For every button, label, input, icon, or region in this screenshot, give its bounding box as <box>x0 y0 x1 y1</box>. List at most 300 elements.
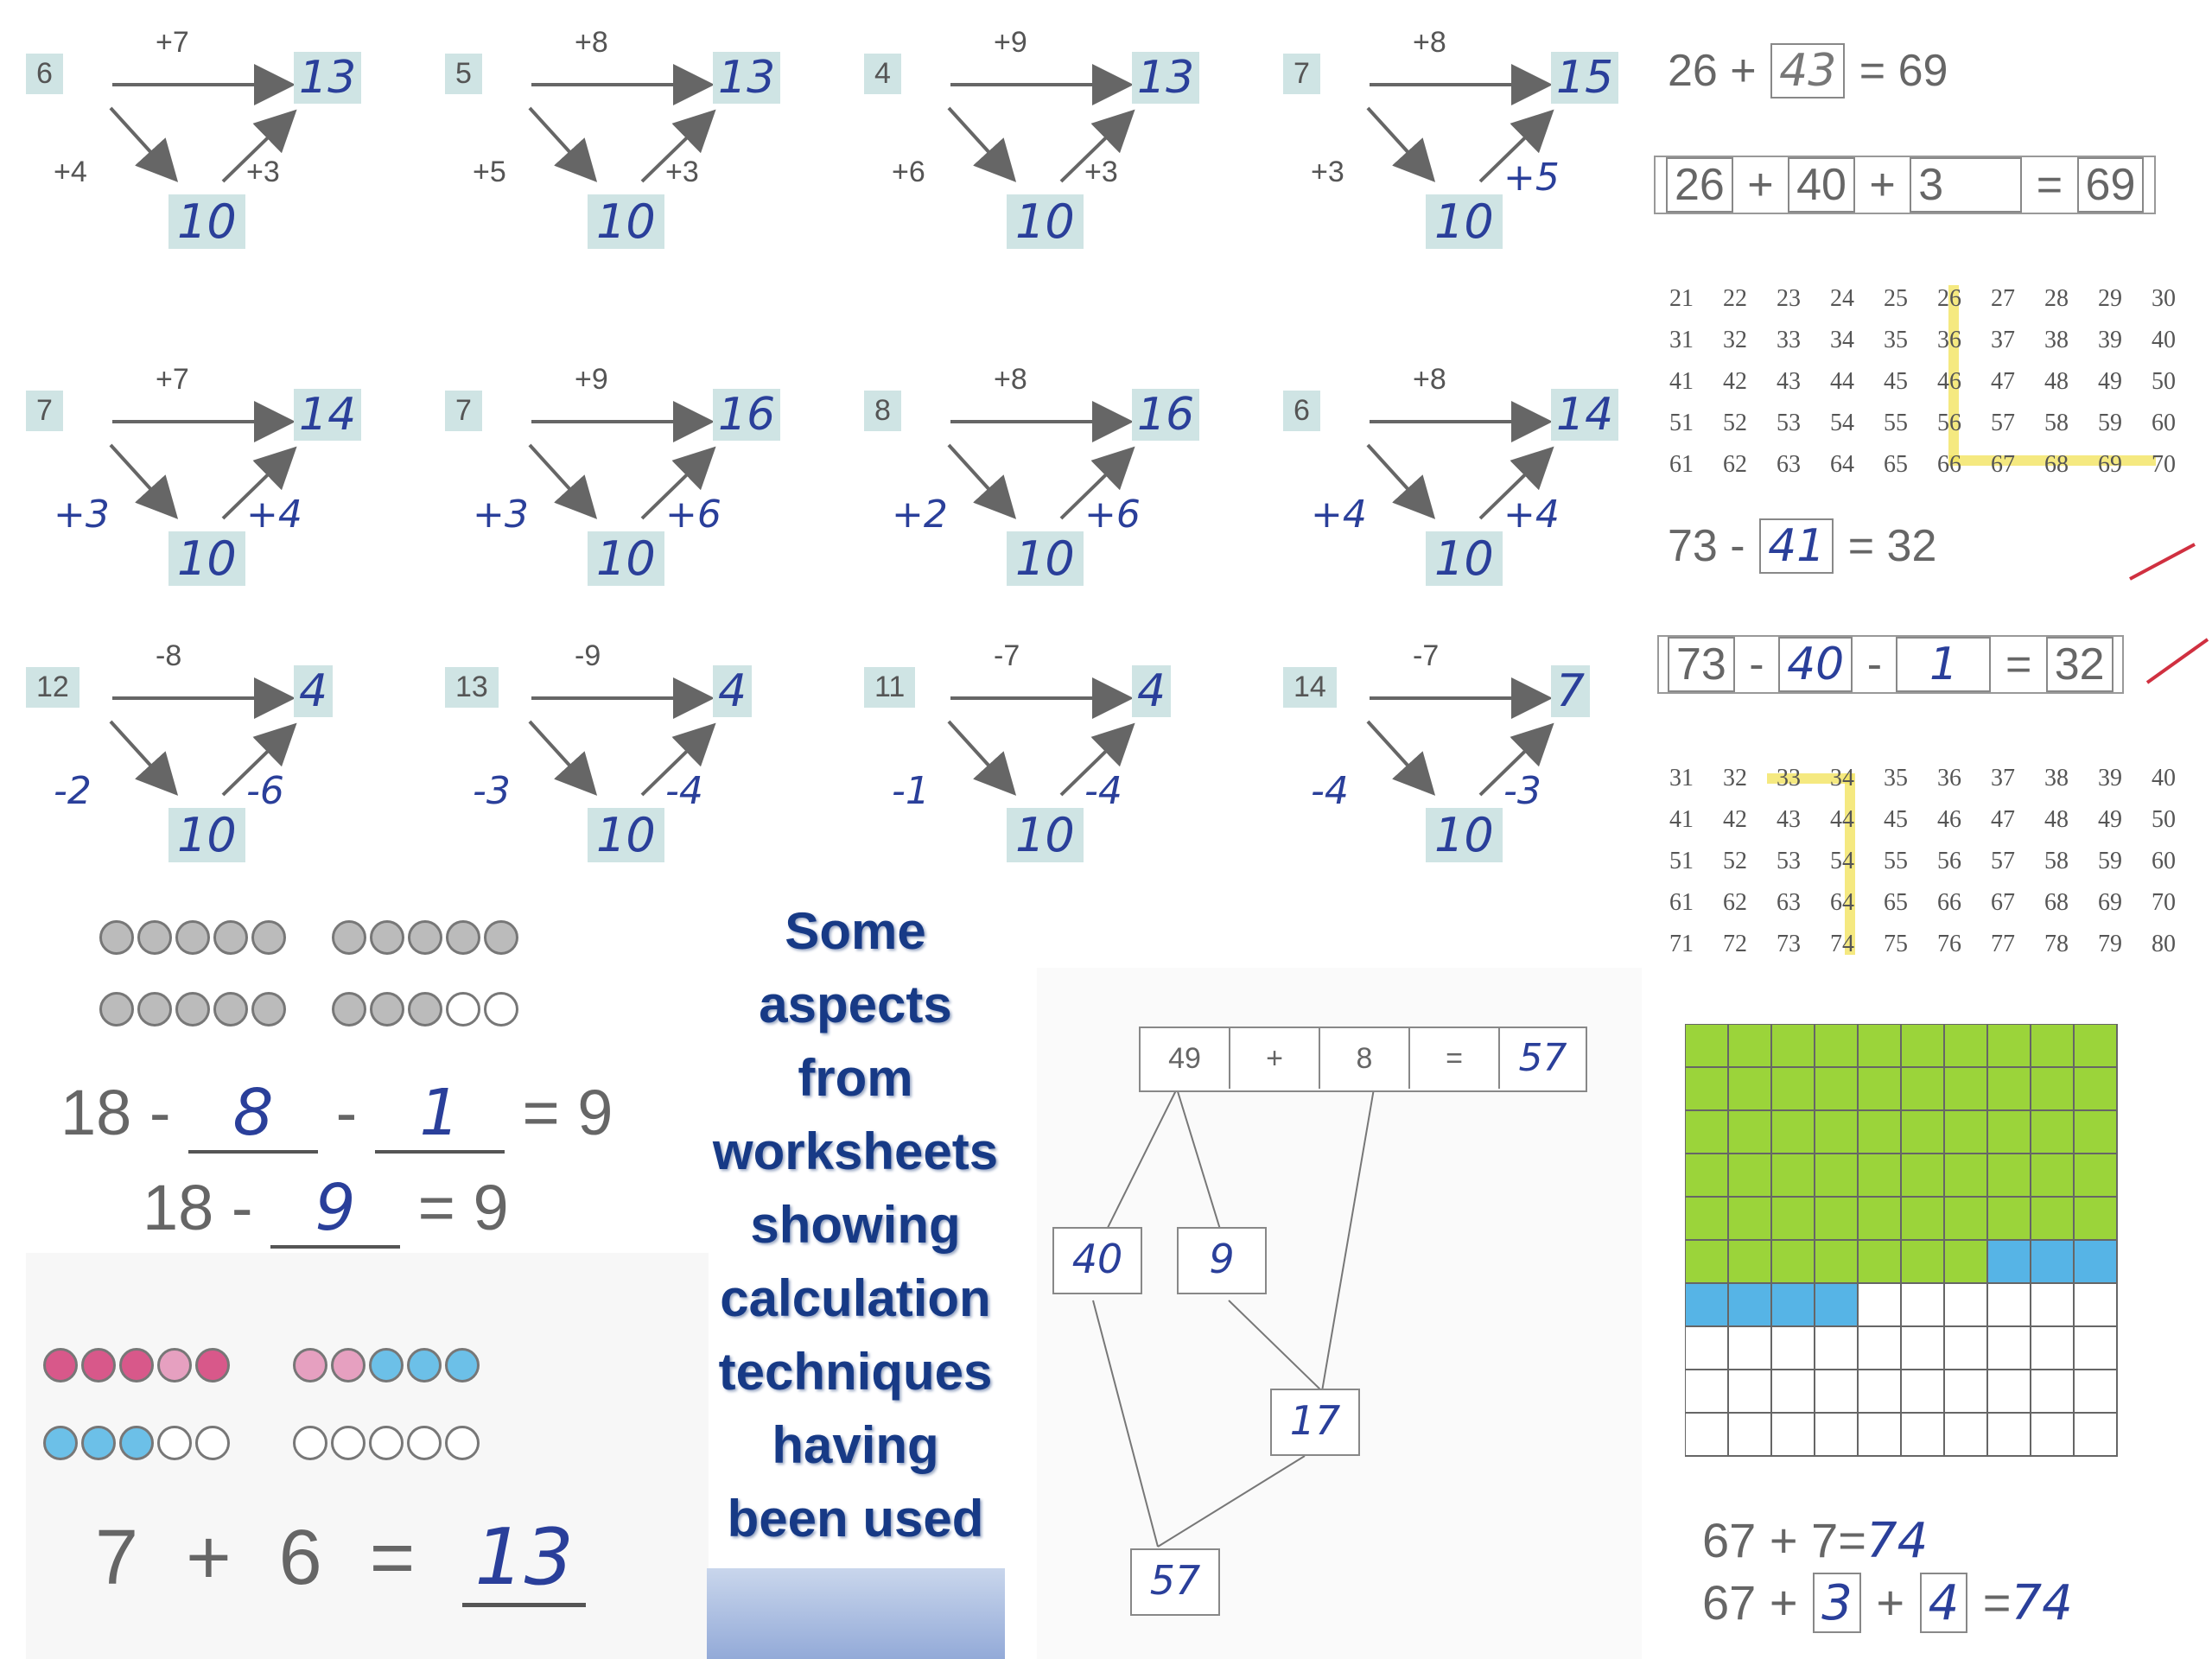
start-number-value: 5 <box>455 57 472 90</box>
ten-number <box>1007 808 1084 862</box>
right-operation-value: +6 <box>1084 493 1141 537</box>
operator: - <box>1749 639 1764 690</box>
dot <box>251 992 286 1027</box>
answer: 40 <box>1787 639 1845 690</box>
title-bar-decoration <box>707 1568 1005 1659</box>
ten-number-value: 10 <box>177 808 237 862</box>
right-operation <box>246 493 302 537</box>
dot <box>369 1348 404 1382</box>
operator: = <box>369 1515 416 1601</box>
ten-number <box>1007 194 1084 249</box>
result: 69 <box>2077 157 2145 213</box>
hundred-chart-cell: 62 <box>1723 451 1747 478</box>
hundred-chart-cell: 73 <box>1777 931 1801 957</box>
dot <box>43 1426 78 1460</box>
hundred-chart-cell: 53 <box>1777 848 1801 874</box>
result: 32 <box>2046 637 2113 692</box>
dot <box>370 920 404 955</box>
top-operation-value: +9 <box>575 363 608 396</box>
top-operation-value: +8 <box>994 363 1027 396</box>
left-operation-value: +3 <box>54 493 110 537</box>
hundred-chart-cell: 52 <box>1723 848 1747 874</box>
hundred-chart-row <box>1655 889 2190 917</box>
hundred-chart-cell: 56 <box>1937 410 1961 436</box>
answer: 3 <box>1821 1575 1853 1631</box>
answer: 74 <box>1866 1513 1929 1569</box>
hundred-chart-cell: 31 <box>1669 765 1694 791</box>
start-number-value: 7 <box>455 394 472 427</box>
left-operation-value: +5 <box>473 156 506 188</box>
left-operation <box>892 769 930 813</box>
hundred-chart-cell: 59 <box>2098 410 2122 436</box>
ten-number <box>168 808 245 862</box>
number: 73 <box>1668 521 1718 571</box>
operator: + <box>1230 1028 1320 1089</box>
dot <box>293 1348 327 1382</box>
operator: + <box>186 1515 232 1601</box>
right-operation-value: +3 <box>1084 156 1118 188</box>
hundred-chart-cell: 70 <box>2152 889 2176 916</box>
hundred-chart-cell: 80 <box>2152 931 2176 957</box>
answer-box <box>1778 637 1853 692</box>
left-operation-value: +4 <box>1311 493 1367 537</box>
hundred-chart-cell: 69 <box>2098 451 2122 478</box>
end-number <box>713 52 780 104</box>
hundred-chart-cell: 45 <box>1884 806 1908 833</box>
hundred-chart-cell: 67 <box>1991 451 2015 478</box>
subtraction-direct-equation <box>143 1171 509 1249</box>
title-line: techniques <box>718 1343 993 1401</box>
dot <box>331 1348 365 1382</box>
operator: = <box>417 1172 455 1243</box>
hundred-chart-cell: 34 <box>1830 765 1854 791</box>
ten-number-value: 10 <box>596 194 656 249</box>
start-number-value: 14 <box>1294 671 1326 703</box>
result: 69 <box>1897 46 1948 96</box>
hundred-chart-cell: 50 <box>2152 806 2176 833</box>
end-number-value: 13 <box>718 52 776 104</box>
hundred-chart-cell: 59 <box>2098 848 2122 874</box>
triangle-exercise <box>1283 363 1681 639</box>
top-operation-value: +9 <box>994 26 1027 59</box>
hundred-chart-cell: 71 <box>1669 931 1694 957</box>
hundred-chart-cell: 28 <box>2044 285 2069 312</box>
operator: + <box>1747 160 1774 210</box>
hundred-chart-cell: 41 <box>1669 806 1694 833</box>
end-number-value: 4 <box>1137 665 1166 717</box>
title-line: calculation <box>720 1269 991 1327</box>
dot <box>99 920 134 955</box>
right-operation <box>246 769 284 813</box>
answer-box <box>1759 518 1834 574</box>
dot <box>370 992 404 1027</box>
hundred-chart-cell: 60 <box>2152 848 2176 874</box>
dot-row <box>43 1348 483 1387</box>
right-operation <box>665 493 721 537</box>
right-operation-value: -3 <box>1503 769 1541 813</box>
left-operation-value: -3 <box>473 769 511 813</box>
dot <box>332 992 366 1027</box>
start-number <box>26 54 63 94</box>
end-number <box>713 665 752 717</box>
result: 9 <box>577 1077 613 1148</box>
top-operation-value: -7 <box>1413 639 1440 672</box>
answer: 8 <box>232 1076 274 1150</box>
hundred-chart-cell: 29 <box>2098 285 2122 312</box>
top-operation-value: -8 <box>156 639 182 672</box>
start-number-value: 7 <box>36 394 53 427</box>
top-operation <box>1413 639 1439 673</box>
hundred-chart-row <box>1655 451 2190 479</box>
start-number <box>864 54 901 94</box>
start-number <box>26 391 63 431</box>
ten-number-value: 10 <box>596 808 656 862</box>
operator: + <box>1876 1575 1905 1630</box>
start-number-value: 13 <box>455 671 488 703</box>
ten-number <box>168 194 245 249</box>
dot <box>445 1426 480 1460</box>
triangle-exercise <box>445 26 842 302</box>
hundred-chart-cell: 36 <box>1937 765 1961 791</box>
triangle-exercise <box>26 363 423 639</box>
dots-addition-panel <box>26 1253 709 1659</box>
ten-number <box>588 531 664 586</box>
number: 67 <box>1702 1513 1757 1567</box>
hundred-chart-cell: 53 <box>1777 410 1801 436</box>
top-operation <box>156 639 181 673</box>
operator: + <box>1769 1575 1798 1630</box>
right-operation-value: +5 <box>1503 156 1560 200</box>
dot <box>175 920 210 955</box>
result: 9 <box>473 1172 509 1243</box>
ten-number-value: 10 <box>177 531 237 586</box>
right-operation <box>665 769 703 813</box>
number: 8 <box>1320 1028 1410 1089</box>
hundred-chart-cell: 49 <box>2098 368 2122 395</box>
top-operation-value: +8 <box>1413 363 1446 396</box>
hundred-chart-cell: 66 <box>1937 451 1961 478</box>
hundred-chart-row <box>1655 368 2190 396</box>
right-operation-value: +4 <box>1503 493 1560 537</box>
check-mark <box>2126 536 2203 588</box>
dot <box>484 992 518 1027</box>
ten-number <box>1007 531 1084 586</box>
end-number-value: 14 <box>299 389 357 441</box>
title-line: aspects <box>759 976 952 1033</box>
hundred-chart-row <box>1655 765 2190 792</box>
number: 26 <box>1668 46 1718 96</box>
hundred-chart-row <box>1655 327 2190 354</box>
dot <box>408 920 442 955</box>
dot <box>81 1348 116 1382</box>
end-number <box>1551 665 1590 717</box>
triangle-exercise <box>1283 639 1681 916</box>
start-number-value: 12 <box>36 671 69 703</box>
start-number-value: 8 <box>874 394 891 427</box>
operator: = <box>1982 1575 2012 1630</box>
left-operation-value: +6 <box>892 156 925 188</box>
ten-number-value: 10 <box>1015 194 1075 249</box>
hundred-chart-cell: 44 <box>1830 368 1854 395</box>
hundred-chart-cell: 39 <box>2098 327 2122 353</box>
subtraction-split-equation <box>60 1076 613 1154</box>
left-operation-value: -2 <box>54 769 92 813</box>
operator: = <box>522 1077 560 1148</box>
hundred-chart-cell: 47 <box>1991 806 2015 833</box>
answer-box <box>1770 43 1845 99</box>
title-line: having <box>772 1416 939 1474</box>
hundred-chart-cell: 70 <box>2152 451 2176 478</box>
hundred-chart-cell: 38 <box>2044 327 2069 353</box>
end-number <box>1132 52 1199 104</box>
ten-number <box>1426 531 1503 586</box>
dot <box>99 992 134 1027</box>
hundred-chart-cell: 54 <box>1830 848 1854 874</box>
start-number <box>864 667 915 708</box>
ten-number-value: 10 <box>1434 194 1494 249</box>
ten-number-value: 10 <box>1434 531 1494 586</box>
start-number <box>445 391 482 431</box>
number: 26 <box>1666 157 1733 213</box>
hundred-chart-cell: 43 <box>1777 806 1801 833</box>
answer: 57 <box>1518 1036 1567 1080</box>
start-number <box>864 391 901 431</box>
operator: = <box>1838 1513 1866 1567</box>
hundred-chart-cell: 76 <box>1937 931 1961 957</box>
hundred-chart-row <box>1655 285 2190 313</box>
end-number-value: 4 <box>299 665 328 717</box>
left-operation <box>1311 493 1367 537</box>
number: 7 <box>95 1515 139 1601</box>
dot <box>195 1426 230 1460</box>
hundred-chart-cell: 67 <box>1991 889 2015 916</box>
dot-row <box>43 1426 483 1465</box>
ten-number <box>168 531 245 586</box>
hundred-chart-cell: 47 <box>1991 368 2015 395</box>
right-operation <box>246 156 280 189</box>
end-number-value: 14 <box>1556 389 1614 441</box>
page-title <box>704 894 1007 1555</box>
hundred-chart-cell: 58 <box>2044 848 2069 874</box>
answer: 74 <box>2011 1575 2073 1631</box>
operator: - <box>231 1172 253 1243</box>
right-operation-value: +4 <box>246 493 302 537</box>
dot <box>157 1348 192 1382</box>
hundred-chart-cell: 49 <box>2098 806 2122 833</box>
number: 3 <box>1910 157 2022 213</box>
hundred-chart-cell: 54 <box>1830 410 1854 436</box>
end-number-value: 15 <box>1556 52 1614 104</box>
hundred-chart-cell: 78 <box>2044 931 2069 957</box>
start-number <box>1283 54 1320 94</box>
end-number <box>294 665 333 717</box>
operator: - <box>1730 521 1745 571</box>
dot <box>119 1348 154 1382</box>
top-operation <box>994 26 1027 60</box>
hundred-chart-cell: 75 <box>1884 931 1908 957</box>
operator: = <box>2005 639 2032 690</box>
hundred-chart-cell: 23 <box>1777 285 1801 312</box>
end-number <box>294 52 361 104</box>
number: 67 <box>1702 1575 1757 1630</box>
hundred-chart-cell: 62 <box>1723 889 1747 916</box>
ten-number-value: 10 <box>1015 808 1075 862</box>
hundred-chart-cell: 64 <box>1830 451 1854 478</box>
dot <box>43 1348 78 1382</box>
end-number <box>1551 389 1618 441</box>
end-number-value: 16 <box>1137 389 1195 441</box>
hundred-chart-cell: 33 <box>1777 327 1801 353</box>
subtraction-equation-2 <box>1657 635 2124 694</box>
triangle-exercise <box>445 363 842 639</box>
hundred-chart-cell: 55 <box>1884 410 1908 436</box>
ten-number-value: 10 <box>1434 808 1494 862</box>
triangle-exercise <box>26 26 423 302</box>
operator: = <box>1410 1028 1500 1089</box>
start-number <box>26 667 79 708</box>
left-operation <box>1311 769 1349 813</box>
hundred-chart-cell: 27 <box>1991 285 2015 312</box>
start-number <box>445 667 499 708</box>
dot <box>293 1426 327 1460</box>
dot <box>213 920 248 955</box>
tree-node: 9 <box>1177 1227 1267 1294</box>
hundred-chart-cell: 39 <box>2098 765 2122 791</box>
hundred-chart-cell: 46 <box>1937 368 1961 395</box>
right-operation <box>1503 769 1541 813</box>
addition-dots-equation <box>95 1512 586 1607</box>
hundred-chart-cell: 45 <box>1884 368 1908 395</box>
top-operation-value: +8 <box>1413 26 1446 59</box>
answer: 13 <box>474 1512 574 1603</box>
answer: 4 <box>1928 1575 1960 1631</box>
hundred-chart-cell: 38 <box>2044 765 2069 791</box>
left-operation-value: -4 <box>1311 769 1349 813</box>
end-number-value: 16 <box>718 389 776 441</box>
right-operation <box>1084 156 1118 189</box>
start-number-value: 11 <box>874 671 906 703</box>
operator: = <box>1847 521 1875 571</box>
dot <box>213 992 248 1027</box>
subtraction-panel <box>1642 501 2212 968</box>
addition-panel <box>1642 26 2212 493</box>
hundred-grid <box>1685 1024 2134 1473</box>
left-operation <box>473 156 506 189</box>
dot <box>332 920 366 955</box>
left-operation <box>54 493 110 537</box>
top-operation-value: +7 <box>156 26 189 59</box>
hundred-chart-cell: 42 <box>1723 368 1747 395</box>
ten-number <box>1426 808 1503 862</box>
hundred-chart-cell: 42 <box>1723 806 1747 833</box>
right-operation-value: +3 <box>665 156 699 188</box>
top-operation <box>156 26 189 60</box>
answer: 1 <box>1929 639 1959 690</box>
triangle-exercise <box>26 639 423 916</box>
addition-equation-2 <box>1654 156 2156 214</box>
tree-node: 57 <box>1130 1548 1220 1616</box>
dot <box>445 1348 480 1382</box>
triangle-exercise <box>864 639 1262 916</box>
answer: 43 <box>1779 45 1837 97</box>
top-operation <box>575 363 608 397</box>
dot <box>81 1426 116 1460</box>
number: 6 <box>278 1515 322 1601</box>
answer-box <box>1920 1573 1968 1633</box>
dot <box>446 992 480 1027</box>
top-operation-value: +7 <box>156 363 189 396</box>
hundred-chart-cell: 31 <box>1669 327 1694 353</box>
hundred-chart-cell: 40 <box>2152 765 2176 791</box>
start-number-value: 6 <box>1294 394 1310 427</box>
subtraction-equation-1 <box>1668 518 1936 574</box>
result: 32 <box>1886 521 1937 571</box>
hundred-chart-cell: 37 <box>1991 327 2015 353</box>
end-number <box>1551 52 1618 104</box>
hundred-chart-cell: 64 <box>1830 889 1854 916</box>
number: 40 <box>1788 157 1855 213</box>
hundred-chart-cell: 41 <box>1669 368 1694 395</box>
top-operation <box>1413 26 1446 60</box>
top-operation <box>1413 363 1446 397</box>
left-operation <box>473 493 529 537</box>
operator: + <box>1730 46 1757 96</box>
hundred-chart-cell: 37 <box>1991 765 2015 791</box>
end-number-value: 13 <box>299 52 357 104</box>
start-number <box>445 54 482 94</box>
hundred-chart-cell: 34 <box>1830 327 1854 353</box>
number: 7 <box>1811 1513 1839 1567</box>
hundred-chart-cell: 58 <box>2044 410 2069 436</box>
left-operation <box>892 156 925 189</box>
end-number-value: 4 <box>718 665 747 717</box>
start-number-value: 4 <box>874 57 891 90</box>
operator: + <box>1869 160 1896 210</box>
dot <box>484 920 518 955</box>
dot <box>137 920 172 955</box>
equation-strip <box>1139 1027 1587 1092</box>
answer: 41 <box>1768 520 1826 572</box>
operator: + <box>1769 1513 1798 1567</box>
title-line: from <box>798 1049 913 1107</box>
hundred-chart-cell: 65 <box>1884 889 1908 916</box>
answer: 9 <box>315 1171 356 1245</box>
left-operation-value: +3 <box>473 493 529 537</box>
hundred-chart-cell: 66 <box>1937 889 1961 916</box>
right-operation-value: -4 <box>1084 769 1122 813</box>
dot-row <box>99 920 522 959</box>
operator: = <box>2036 160 2063 210</box>
hundred-chart-cell: 63 <box>1777 451 1801 478</box>
end-number <box>1132 389 1199 441</box>
tree-node: 40 <box>1052 1227 1142 1294</box>
left-operation <box>892 493 948 537</box>
dot <box>175 992 210 1027</box>
hundred-grid-panel <box>1642 994 2212 1659</box>
grid-equation-1 <box>1702 1512 1928 1569</box>
dot <box>408 992 442 1027</box>
operator: = <box>1859 46 1886 96</box>
left-operation-value: +4 <box>54 156 87 188</box>
hundred-chart-cell: 44 <box>1830 806 1854 833</box>
hundred-chart-cell: 57 <box>1991 848 2015 874</box>
hundred-chart-cell: 48 <box>2044 368 2069 395</box>
number: 73 <box>1668 637 1735 692</box>
hundred-chart-cell: 46 <box>1937 806 1961 833</box>
triangle-exercise <box>1283 26 1681 302</box>
right-operation <box>1503 493 1560 537</box>
left-operation-value: +3 <box>1311 156 1344 188</box>
